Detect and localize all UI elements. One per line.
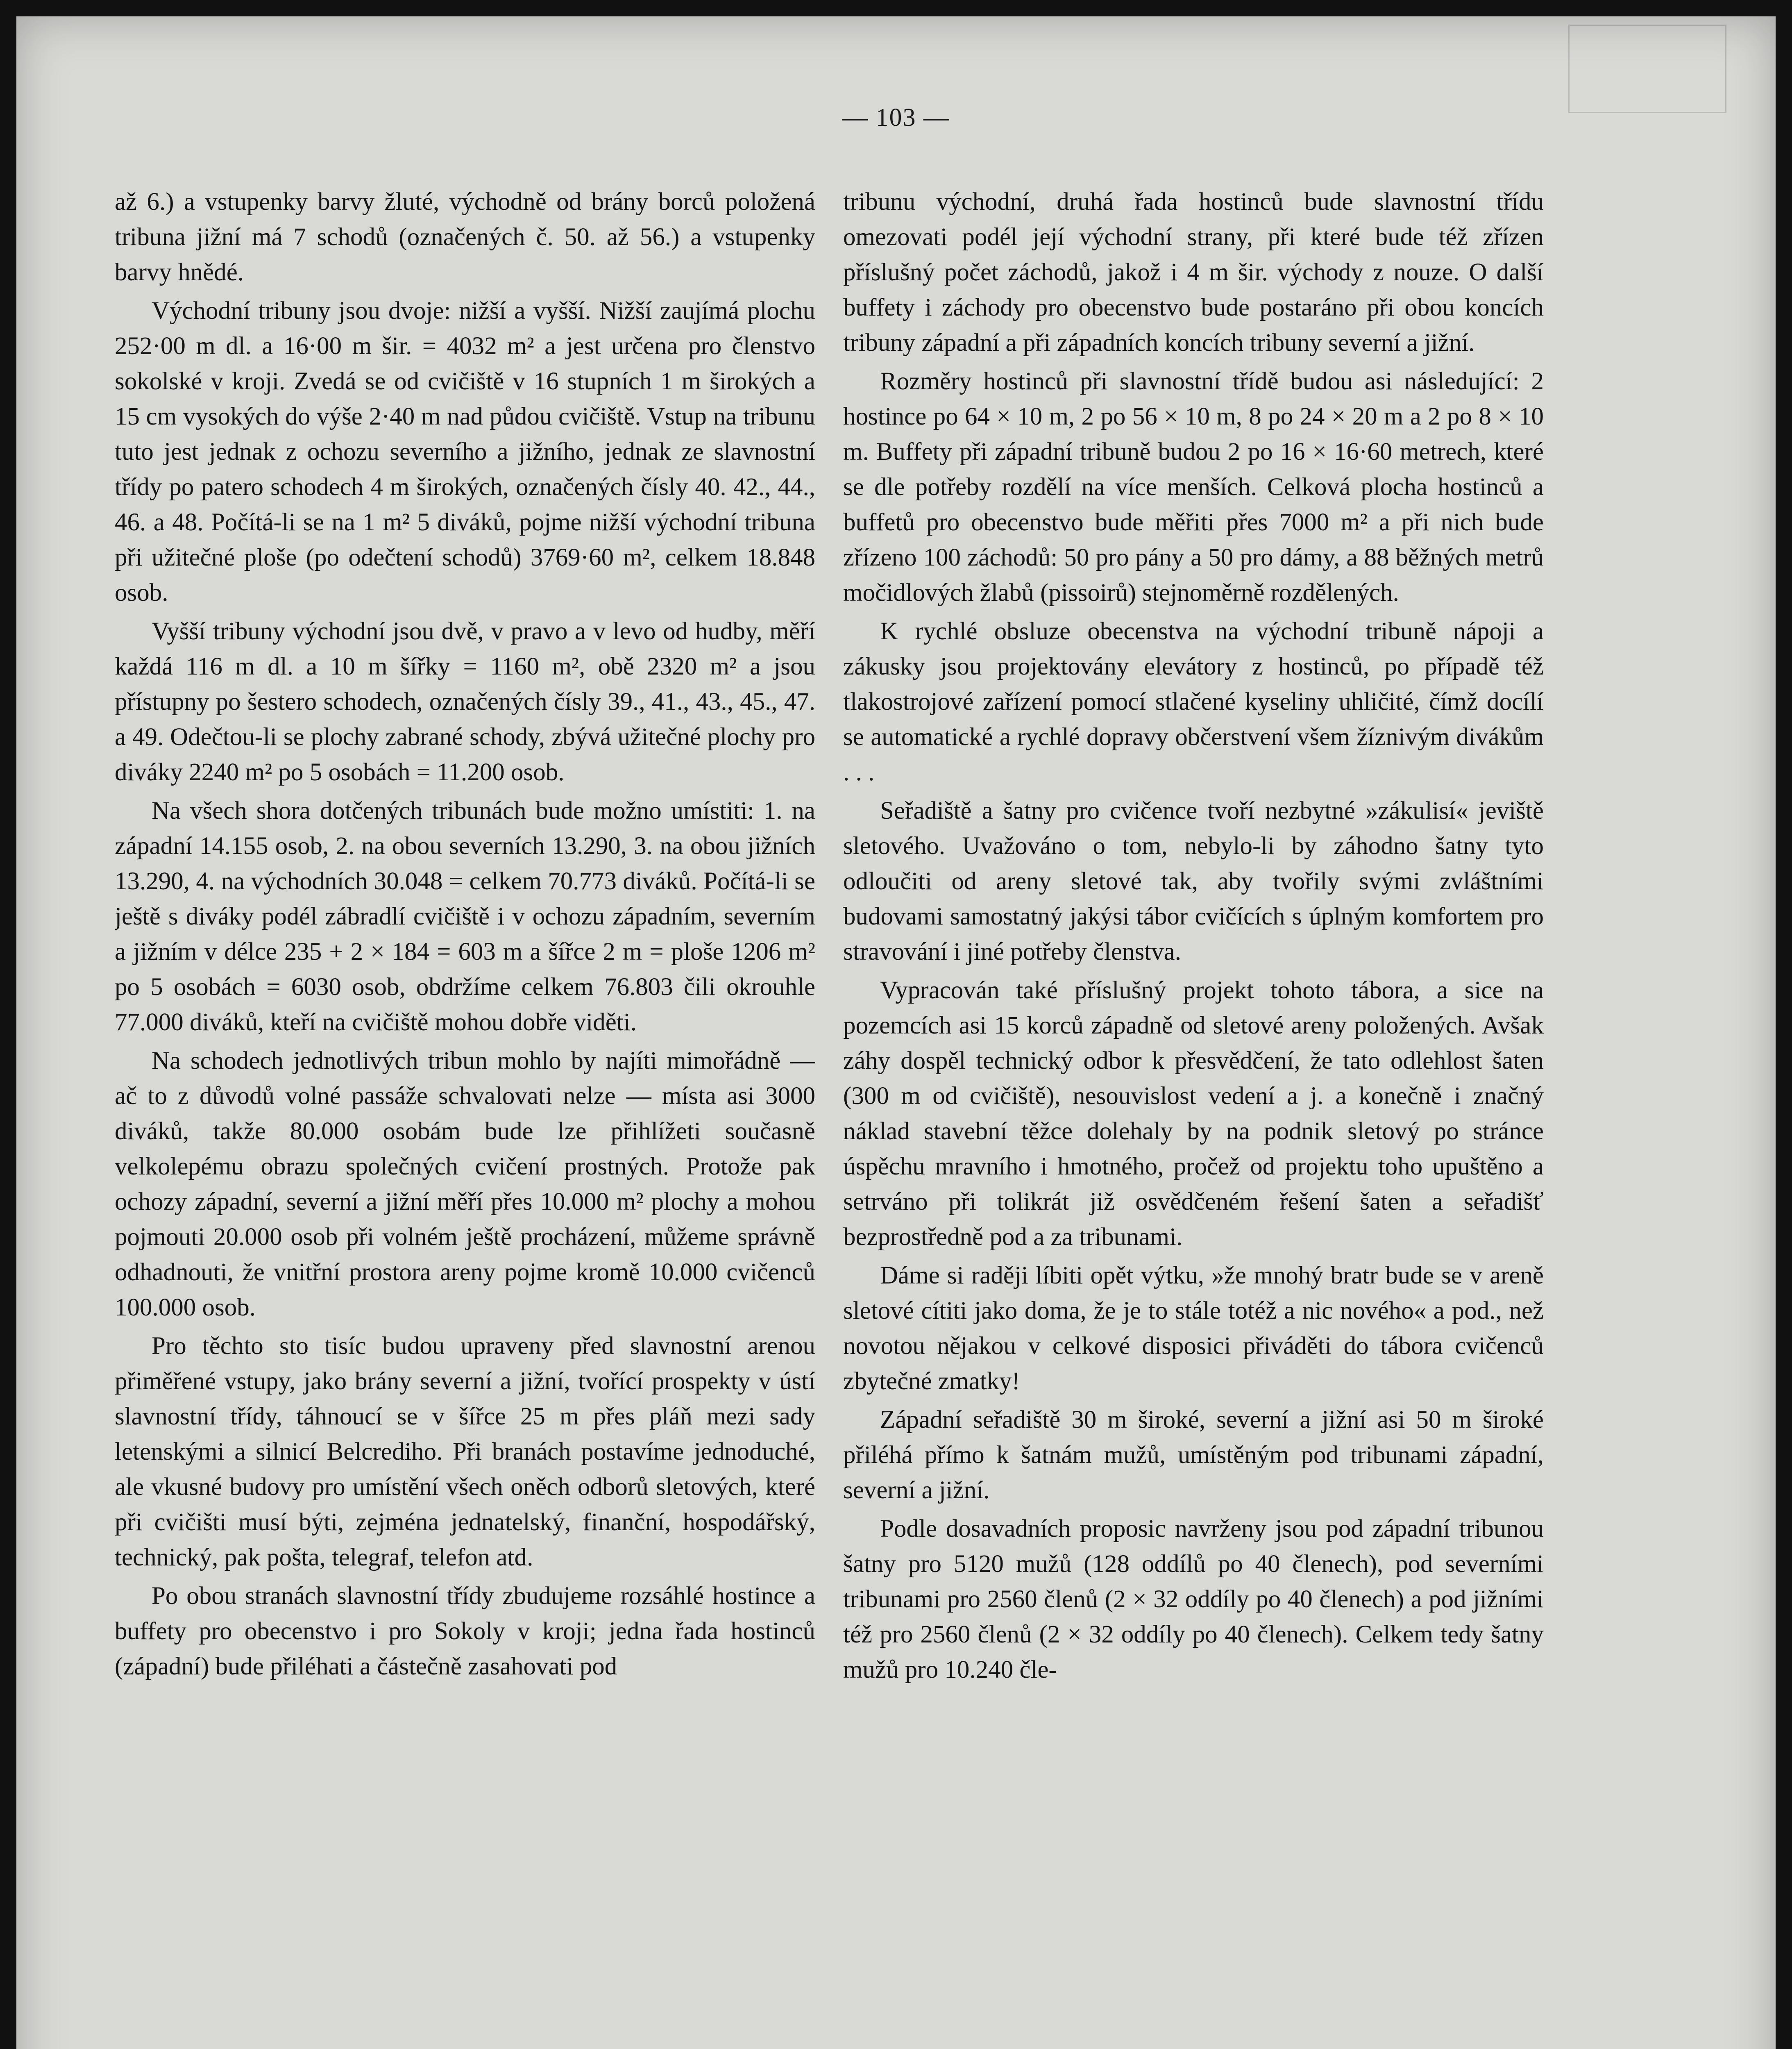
paragraph: Rozměry hostinců při slavnostní třídě budou asi následující: 2 hostince po 64 × 10 m, 2 po 56 × 10 m, 8 po 24 × 20 m a 2 po 8 × 10 m. Buffety při západní tribuně budou 2 po 16 × 16·60 metrech, které se dle potřeby rozdělí na více menších. Celková plocha hostinců a buffetů pro obecenstvo bude měřiti přes 7000 m² a při nich bude zřízeno 100 záchodů: 50 pro pány a 50 pro dámy, a 88 běžných metrů močidlových žlabů (pissoirů) stejnoměrně rozdělených.	[843, 368, 1544, 607]
paragraph: Vyšší tribuny východní jsou dvě, v pravo a v levo od hudby, měří každá 116 m dl. a 10 m šířky = 1160 m², obě 2320 m² a jsou přístupny po šestero schodech, označených čísly 39., 41., 43., 45., 47. a 49. Odečtou-li se plochy zabrané schody, zbývá užitečné plochy pro diváky 2240 m² po 5 osobách = 11.200 osob.	[115, 618, 815, 786]
paragraph: až 6.) a vstupenky barvy žluté, východně od brány borců položená tribuna jižní má 7 schodů (označených č. 50. až 56.) a vstupenky barvy hnědé.	[115, 188, 815, 286]
paragraph: Vypracován také příslušný projekt tohoto tábora, a sice na pozemcích asi 15 korců západně od sletové areny položených. Avšak záhy dospěl technický odbor k přesvědčení, že tato odlehlost šaten (300 m od cvičiště), nesouvislost vedení a j. a konečně i značný náklad stavební těžce dolehaly by na podnik sletový po stránce úspěchu mravního i hmotného, pročež od projektu toho upuštěno a setrváno při tolikrát již osvědčeném řešení šaten a seřadišť bezprostředně pod a za tribunami.	[843, 977, 1544, 1251]
paragraph: Po obou stranách slavnostní třídy zbudujeme rozsáhlé hostince a buffety pro obecenstvo i pro Sokoly v kroji; jedna řada hostinců (západní) bude přiléhati a částečně zasahovati pod	[115, 1582, 815, 1680]
library-stamp	[1568, 25, 1726, 113]
paragraph: Seřadiště a šatny pro cvičence tvoří nezbytné »zákulisí« jeviště sletového. Uvažováno o tom, nebylo-li by záhodno šatny tyto odloučiti od areny sletové tak, aby tvořily svými zvláštními budovami samostatný jakýsi tábor cvičících s úplným komfortem pro stravování i jiné potřeby členstva.	[843, 797, 1544, 965]
paragraph: Pro těchto sto tisíc budou upraveny před slavnostní arenou přiměřené vstupy, jako brány severní a jižní, tvořící prospekty v ústí slavnostní třídy, táhnoucí se v šířce 25 m přes pláň mezi sady letenskými a silnicí Belcrediho. Při branách postavíme jednoduché, ale vkusné budovy pro umístění všech oněch odborů sletových, které při cvičišti musí býti, zejména jednatelský, finanční, hospodářský, technický, pak pošta, telegraf, telefon atd.	[115, 1332, 815, 1571]
scanned-page	[16, 16, 1776, 2049]
paragraph: Východní tribuny jsou dvoje: nižší a vyšší. Nižší zaujímá plochu 252·00 m dl. a 16·00 m šir. = 4032 m² a jest určena pro členstvo sokolské v kroji. Zvedá se od cvičiště v 16 stupních 1 m širokých a 15 cm vysokých do výše 2·40 m nad půdou cvičiště. Vstup na tribunu tuto jest jednak z ochozu severního a jižního, jednak ze slavnostní třídy po patero schodech 4 m širokých, označených čísly 40. 42., 44., 46. a 48. Počítá-li se na 1 m² 5 diváků, pojme nižší východní tribuna při užitečné ploše (po odečtení schodů) 3769·60 m², celkem 18.848 osob.	[115, 297, 815, 607]
paragraph: tribunu východní, druhá řada hostinců bude slavnostní třídu omezovati podél její východní strany, při které bude též zřízen příslušný počet záchodů, jakož i 4 m šir. východy z nouze. O další buffety i záchody pro obecenstvo bude postaráno při obou koncích tribuny západní a při západních koncích tribuny severní a jižní.	[843, 188, 1544, 357]
paragraph: Na všech shora dotčených tribunách bude možno umístiti: 1. na západní 14.155 osob, 2. na obou severních 13.290, 3. na obou jižních 13.290, 4. na východních 30.048 = celkem 70.773 diváků. Počítá-li se ještě s diváky podél zábradlí cvičiště i v ochozu západním, severním a jižním v délce 235 + 2 × 184 = 603 m a šířce 2 m = ploše 1206 m² po 5 osobách = 6030 osob, obdržíme celkem 76.803 čili okrouhle 77.000 diváků, kteří na cvičiště mohou dobře viděti.	[115, 797, 815, 1036]
right-column	[843, 184, 1544, 2049]
paragraph: Dáme si raději líbiti opět výtku, »že mnohý bratr bude se v areně sletové cítiti jako doma, že je to stále totéž a nic nového« a pod., než novotou nějakou v celkové disposici přiváděti do tábora cvičenců zbytečné zmatky!	[843, 1262, 1544, 1395]
paragraph: Podle dosavadních proposic navrženy jsou pod západní tribunou šatny pro 5120 mužů (128 oddílů po 40 členech), pod severními tribunami pro 2560 členů (2 × 32 oddíly po 40 členech) a pod jižními též pro 2560 členů (2 × 32 oddíly po 40 členech). Celkem tedy šatny mužů pro 10.240 čle-	[843, 1515, 1544, 1683]
page-number: — 103 —	[842, 104, 950, 132]
left-column	[115, 184, 815, 2049]
paragraph: Západní seřadiště 30 m široké, severní a jižní asi 50 m široké přiléhá přímo k šatnám mužů, umístěným pod tribunami západní, severní a jižní.	[843, 1406, 1544, 1504]
paragraph: K rychlé obsluze obecenstva na východní tribuně nápoji a zákusky jsou projektovány elevátory z hostinců, po případě též tlakostrojové zařízení pomocí stlačené kyseliny uhličité, čímž docílí se automatické a rychlé dopravy občerstvení všem žíznivým divákům . . .	[843, 618, 1544, 786]
paragraph: Na schodech jednotlivých tribun mohlo by najíti mimořádně — ač to z důvodů volné passáže schvalovati nelze — místa asi 3000 diváků, takže 80.000 osobám bude lze přihlížeti současně velkolepému obrazu společných cvičení prostných. Protože pak ochozy západní, severní a jižní měří přes 10.000 m² plochy a mohou pojmouti 20.000 osob při volném ještě procházení, můžeme správně odhadnouti, že vnitřní prostora areny pojme kromě 10.000 cvičenců 100.000 osob.	[115, 1047, 815, 1321]
